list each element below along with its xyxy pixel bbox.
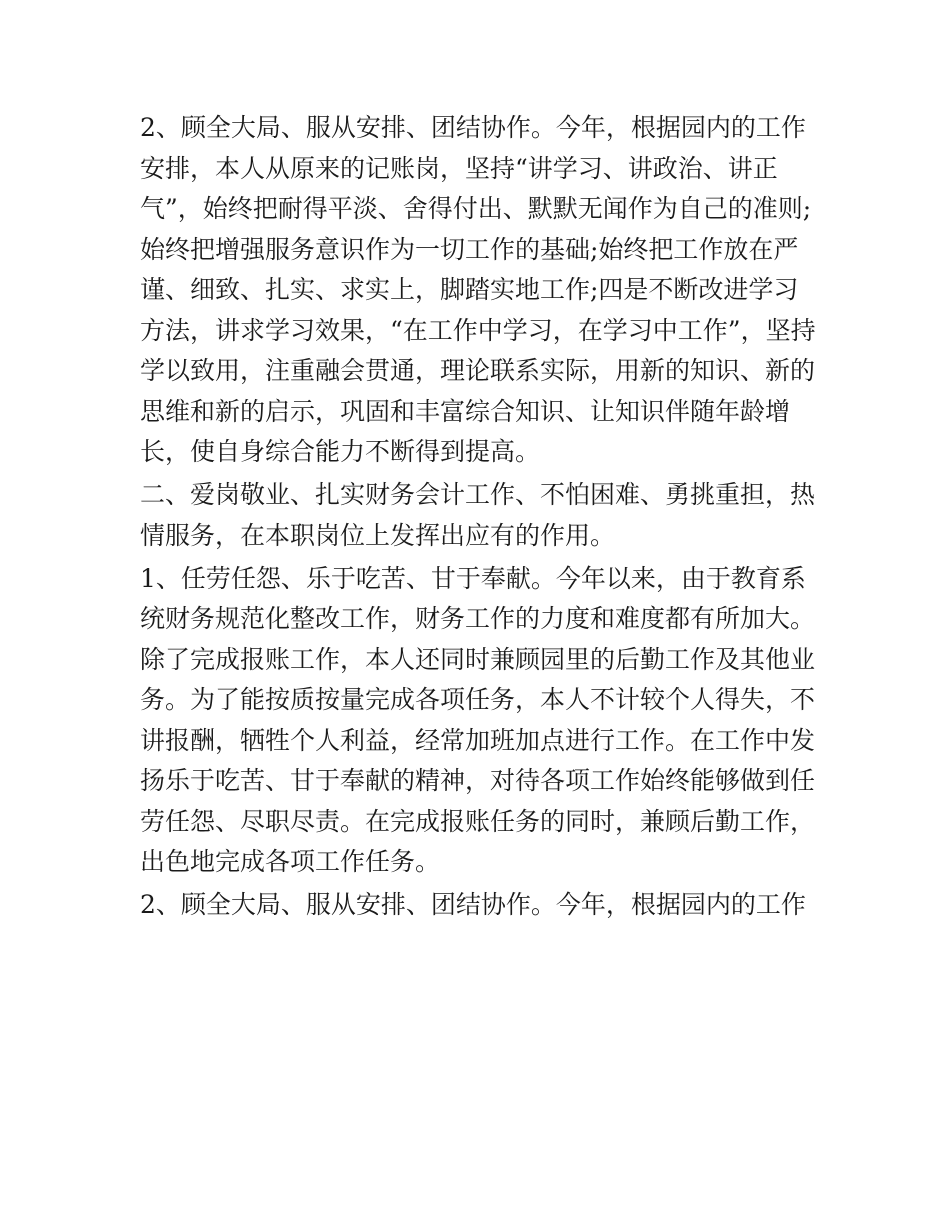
text-line: 讲报酬，牺牲个人利益，经常加班加点进行工作。在工作中发	[140, 725, 816, 755]
paragraph-teamwork-repeat	[140, 885, 820, 926]
text-line: 安排，本人从原来的记账岗，坚持“讲学习、讲政治、讲正	[140, 153, 778, 183]
text-line: 1、任劳任怨、乐于吃苦、甘于奉献。今年以来，由于教育系	[140, 563, 806, 593]
text-line: 长，使自身综合能力不断得到提高。	[140, 437, 541, 466]
text-line: 务。为了能按质按量完成各项任务，本人不计较个人得失，不	[140, 685, 816, 715]
paragraph-teamwork	[140, 108, 820, 473]
text-line: 2、顾全大局、服从安排、团结协作。今年，根据园内的工作	[140, 890, 806, 920]
paragraph-hardworking	[140, 559, 820, 883]
text-line: 统财务规范化整改工作，财务工作的力度和难度都有所加大。	[140, 604, 816, 634]
document-body	[140, 108, 820, 928]
text-line: 始终把增强服务意识作为一切工作的基础;始终把工作放在严	[140, 234, 799, 264]
text-line: 2、顾全大局、服从安排、团结协作。今年，根据园内的工作	[140, 113, 806, 142]
text-line: 除了完成报账工作，本人还同时兼顾园里的后勤工作及其他业	[140, 644, 816, 674]
text-line: 气”，始终把耐得平淡、舍得付出、默默无闻作为自己的准则;	[140, 194, 812, 223]
text-line: 思维和新的启示，巩固和丰富综合知识、让知识伴随年龄增	[140, 396, 791, 426]
text-line: 劳任怨、尽职尽责。在完成报账任务的同时，兼顾后勤工作，	[140, 806, 816, 836]
text-line: 情服务，在本职岗位上发挥出应有的作用。	[140, 520, 616, 550]
text-line: 扬乐于吃苦、甘于奉献的精神，对待各项工作始终能够做到任	[140, 766, 816, 796]
text-line: 方法，讲求学习效果，“在工作中学习，在学习中工作”，坚持	[140, 315, 816, 345]
section-heading-dedication	[140, 475, 820, 556]
text-line: 学以致用，注重融会贯通，理论联系实际，用新的知识、新的	[140, 356, 816, 385]
text-line: 二、爱岗敬业、扎实财务会计工作、不怕困难、勇挑重担，热	[140, 480, 816, 510]
text-line: 谨、细致、扎实、求实上，脚踏实地工作;四是不断改进学习	[140, 275, 799, 304]
text-line: 出色地完成各项工作任务。	[140, 847, 441, 877]
